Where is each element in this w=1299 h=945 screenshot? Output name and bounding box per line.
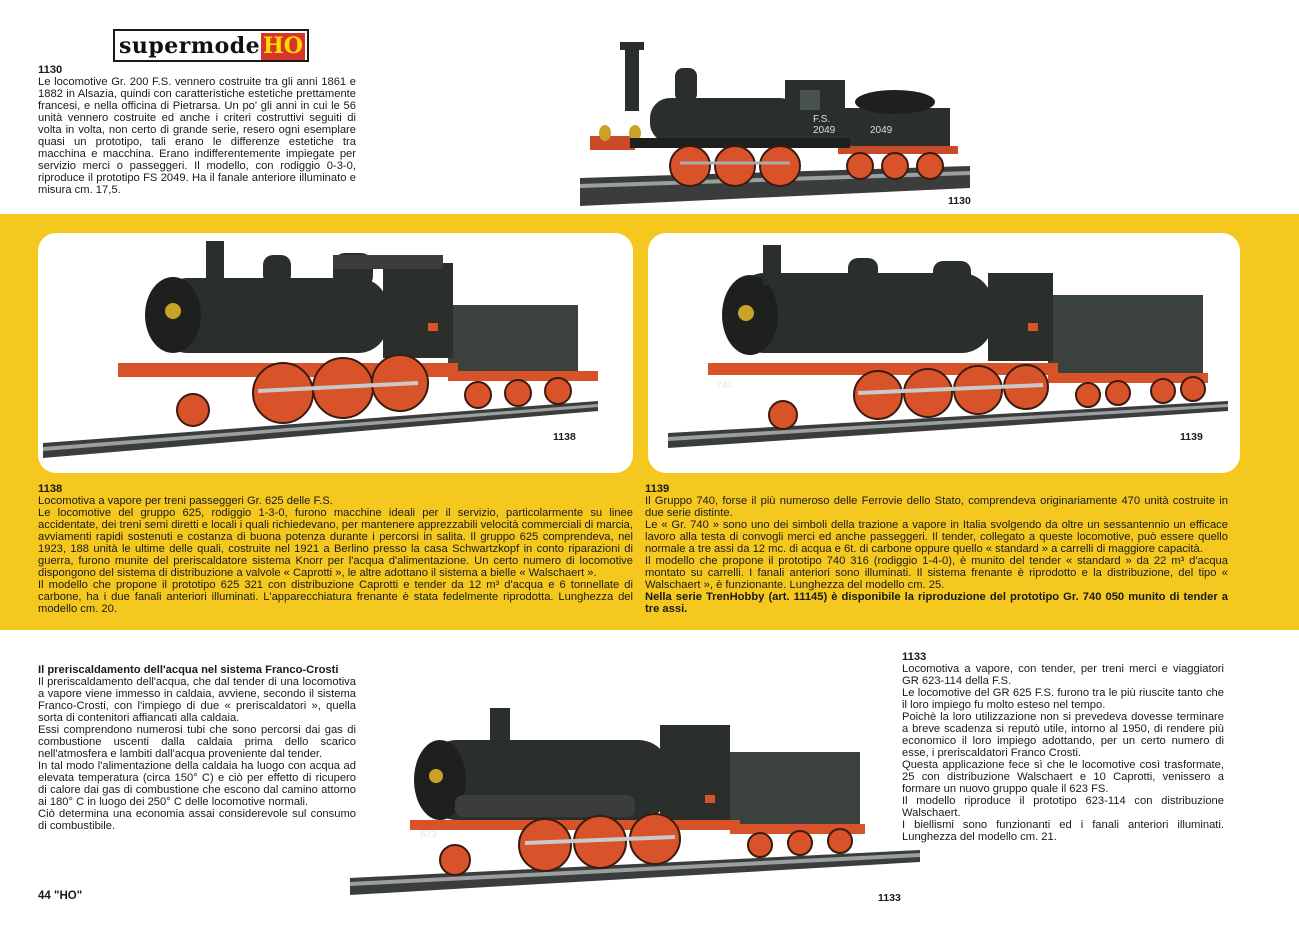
note-1139-trenhobby: Nella serie TrenHobby (art. 11145) è disponibile la riproduzione del prototipo Gr. 740 050 munito di tender a tre assi. — [645, 591, 1228, 615]
preheating-text-4: Ciò determina una economia assai considerevole sul consumo di combustibile. — [38, 808, 356, 832]
photo-label-1130: 1130 — [948, 195, 971, 207]
item-number-1130: 1130 — [38, 64, 63, 76]
text-1133-5: I biellismi sono funzionanti ed i fanali anteriori illuminati. Lunghezza del modello cm. 21. — [902, 819, 1224, 843]
smokebox-number-740: 740 — [716, 380, 733, 391]
photo-label-1139: 1139 — [1180, 431, 1203, 443]
description-1133 — [902, 651, 1224, 843]
preheating-section — [38, 664, 356, 832]
photo-label-1133: 1133 — [878, 892, 901, 904]
photo-frame-1139 — [648, 233, 1240, 473]
text-1133-1: Le locomotive del GR 625 F.S. furono tra le più riuscite tanto che il loro impiego fu molto esteso nel tempo. — [902, 687, 1224, 711]
text-1139: Il Gruppo 740, forse il più numeroso delle Ferrovie dello Stato, comprendeva originariamente 470 unità costruite in due serie distinte. — [645, 495, 1228, 519]
text-1130: Le locomotive Gr. 200 F.S. vennero costruite tra gli anni 1861 e 1882 in Alsazia, quindi con caratteristiche estetiche prettamente francesi, e nella officina di Pietrarsa. Un po' gli anni in cui le 56 unità vennero costruite ed anche i criteri costruttivi seguiti di volta in volta, non certo di grande serie, resero ogni esemplare quasi un prototipo, tali erano le differenze estetiche tra macchina e macchina. Erano indifferentemente impiegate per servizio merci o passeggeri. Il modello, con rodiggio 0-3-0, riproduce il prototipo FS 2049. Ha il fanale anteriore illuminato e misura cm. 17,5. — [38, 76, 356, 196]
smokebox-number-623: 623 — [420, 829, 437, 840]
text-1133-4: Il modello riproduce il prototipo 623-114 con distribuzione Walschaert. — [902, 795, 1224, 819]
photo-1133 — [350, 700, 925, 900]
preheating-text-2: Essi comprendono numerosi tubi che sono percorsi dai gas di combustione uscenti dalla caldaia prima dello scarico nell'atmosfera e lambiti dall'acqua proveniente dal tender. — [38, 724, 356, 760]
logo-word: supermode — [119, 32, 261, 59]
item-number-1138: 1138 — [38, 483, 63, 495]
item-number-1139: 1139 — [645, 483, 670, 495]
preheating-text-3: In tal modo l'alimentazione della caldaia ha luogo con acqua ad elevata temperatura (circa 150° C) e ciò per effetto di ricupero di calore dai gas di combustione che escono dal camino attorno ai 180° C in luogo dei 250° C delle locomotive normali. — [38, 760, 356, 808]
text-1138-model: Il modello che propone il prototipo 625 321 con distribuzione Caprotti e tender da 12 m³ d'acqua e 6 tonnellate di carbone, ha i due fanali anteriori illuminati. L'apparecchiatura frenante è stata fedelmente riprodotta. Lunghezza del modello cm. 20. — [38, 579, 633, 615]
description-1138 — [38, 483, 633, 615]
text-1138: Le locomotive del gruppo 625, rodiggio 1-3-0, furono macchine ideali per il servizio, particolarmente su linee accidentate, dei treni semi diretti e locali i quali richiedevano, per mantenere apprezzabili velocità commerciali di marcia, avviamenti rapidi sostenuti e costanza di buona potenza durante i percorsi in salita. Il gruppo 625 comprendeva, nel 1923, 188 unità le ultime delle quali, costruite nel 1921 a Berlino presso la casa Schwartzkopf in conto riparazioni di guerra, furono munite del preriscaldatore sistema Knorr per l'acqua d'alimentazione. Un certo numero di locomotive dispongono del sistema di distribuzione a valvole « Caprotti », le altre adottano il sistema a bielle « Walschaert ». — [38, 507, 633, 579]
text-1133-2: Poichè la loro utilizzazione non si prevedeva dovesse terminare a breve scadenza si reputò utile, intorno al 1950, di rendere più economico il loro impiego adottando, per un certo numero di esse, i preriscaldatori Franco Crosti. — [902, 711, 1224, 759]
photo-label-1138: 1138 — [553, 431, 576, 443]
title-1138: Locomotiva a vapore per treni passeggeri Gr. 625 delle F.S. — [38, 495, 333, 507]
photo-1139 — [648, 233, 1240, 473]
description-1130 — [38, 64, 356, 196]
preheating-title: Il preriscaldamento dell'acqua nel sistema Franco-Crosti — [38, 664, 339, 676]
preheating-text-1: Il preriscaldamento dell'acqua, che dal tender di una locomotiva a vapore viene immesso in caldaia, avviene, secondo il sistema Franco-Crosti, con l'impiego di due « preriscaldatori », quella sorta di contenitori affiancati alla caldaia. — [38, 676, 356, 724]
description-1139 — [645, 483, 1228, 615]
item-number-1133: 1133 — [902, 651, 927, 663]
cab-plate-number: 2049 — [813, 125, 836, 136]
text-1133-3: Questa applicazione fece sì che le locomotive così trasformate, 25 con distribuzione Walschaert e 10 Caprotti, venissero a formare un nuovo gruppo quale il 623 FS. — [902, 759, 1224, 795]
tender-plate-number: 2049 — [870, 125, 893, 136]
photo-frame-1138 — [38, 233, 633, 473]
logo-ho-badge: HO — [261, 33, 305, 60]
title-1133: Locomotiva a vapore, con tender, per treni merci e viaggiatori GR 623-114 della F.S. — [902, 663, 1224, 687]
photo-1130 — [570, 38, 990, 213]
cab-plate-fs: F.S. — [813, 114, 831, 125]
supermodello-logo — [113, 29, 309, 62]
text-1139-symbols: Le « Gr. 740 » sono uno dei simboli della trazione a vapore in Italia svolgendo da oltre un sessantennio un efficace lavoro alla testa di convogli merci ed anche passeggeri. Il tender, collegato a queste locomotive, può essere quello normale a tre assi da 12 mc. di acqua e 6t. di carbone oppure quello « standard » a carrelli di maggiore capacità. — [645, 519, 1228, 555]
photo-1138 — [38, 233, 633, 473]
text-1139-model: Il modello che propone il prototipo 740 316 (rodiggio 1-4-0), è munito del tender « standard » da 22 m³ d'acqua montato su carrelli. I fanali anteriori sono illuminati. Il sistema frenante è riprodotto e la distribuzione, del tipo « Walschaert », è funzionante. Lunghezza del modello cm. 25. — [645, 555, 1228, 591]
page-number: 44 "HO" — [38, 890, 83, 902]
